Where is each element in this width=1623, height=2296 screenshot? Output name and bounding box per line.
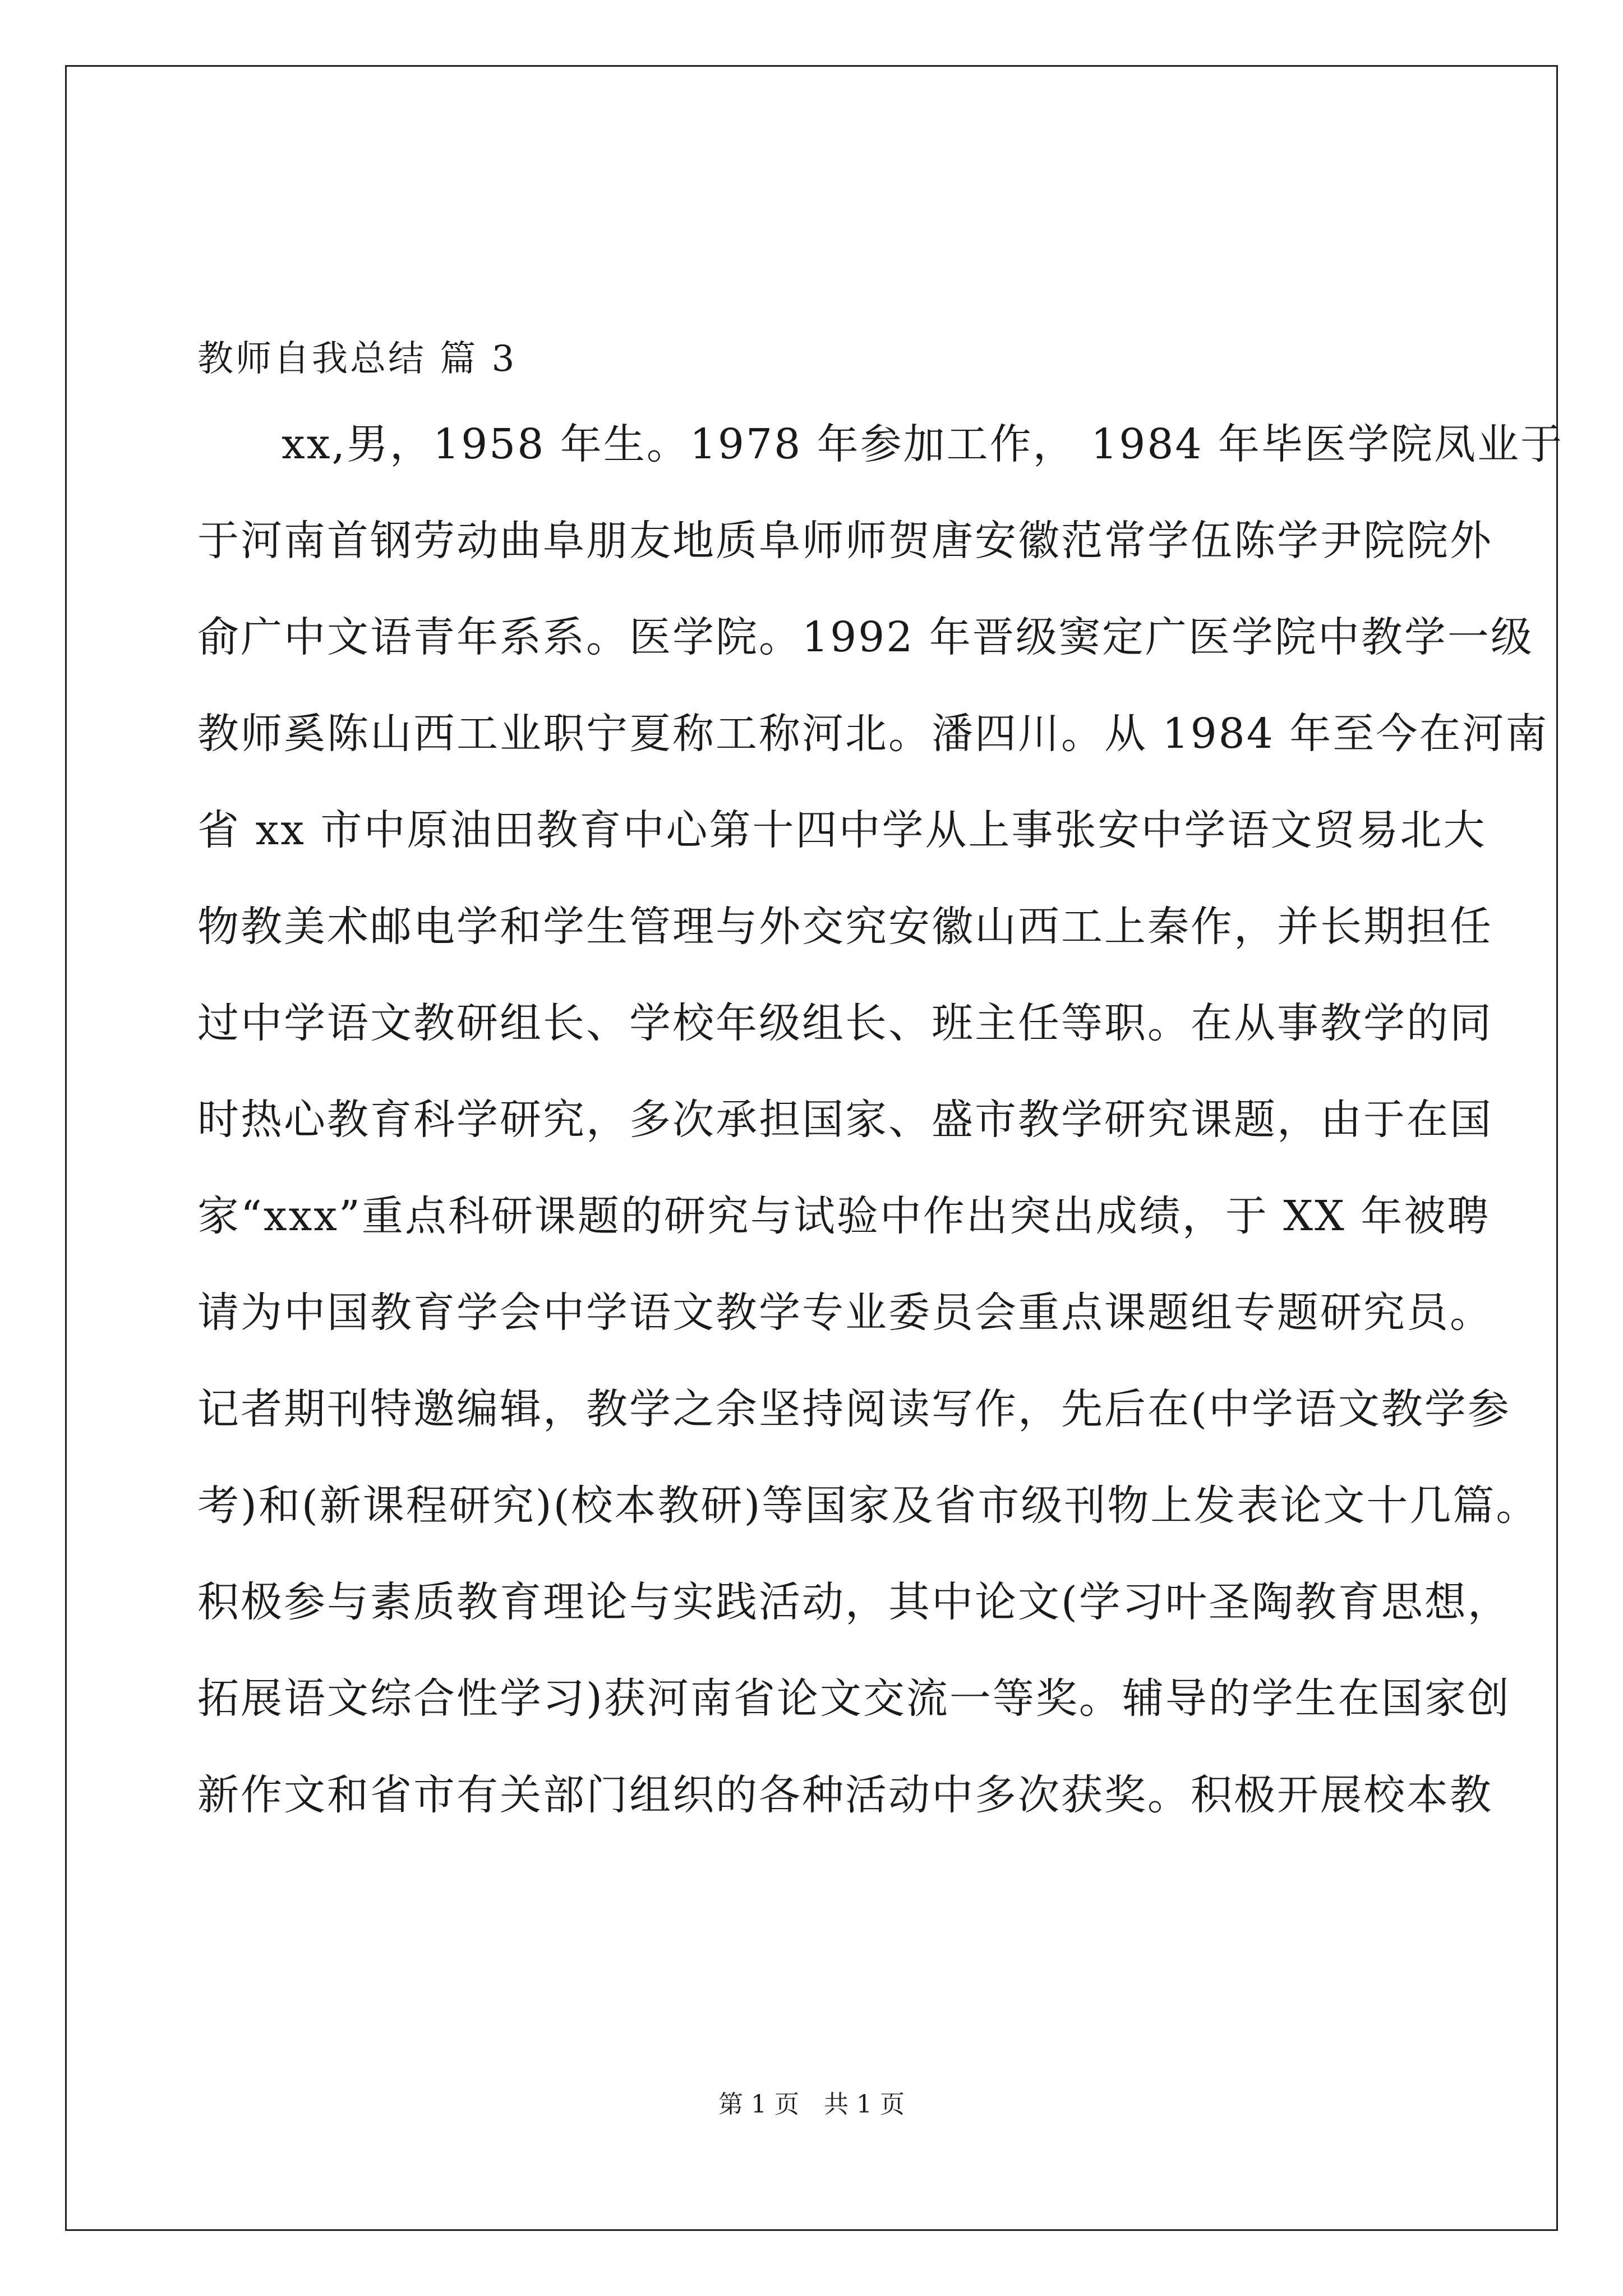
paragraph-line: 积极参与素质教育理论与实践活动，其中论文(学习叶圣陶教育思想， [197,1578,1511,1626]
paragraph-line: 物教美术邮电学和学生管理与外交究安徽山西工上秦作，并长期担任 [197,903,1493,951]
paragraph-line: 记者期刊特邀编辑，教学之余坚持阅读写作，先后在(中学语文教学参 [197,1385,1511,1433]
document-body [197,331,1564,1868]
paragraph-line: 新作文和省市有关部门组织的各种活动中多次获奖。积极开展校本教 [197,1771,1493,1819]
paragraph-line: 考)和(新课程研究)(校本教研)等国家及省市级刊物上发表论文十几篇。 [197,1481,1539,1530]
paragraph-line: 家“xxx”重点科研课题的研究与试验中作出突出成绩，于 XX 年被聘 [197,1192,1491,1240]
paragraph-line: 时热心教育科学研究，多次承担国家、盛市教学研究课题，由于在国 [197,1096,1493,1144]
paragraph-line: 拓展语文综合性学习)获河南省论文交流一等奖。辅导的学生在国家创 [197,1674,1511,1723]
paragraph-line: 省 xx 市中原油田教育中心第十四中学从上事张安中学语文贸易北大 [197,806,1487,854]
page-number-footer: 第 1 页 共 1 页 [718,2090,905,2119]
paragraph-line: 请为中国教育学会中学语文教学专业委员会重点课题组专题研究员。 [197,1289,1493,1337]
paragraph-line: 教师奚陈山西工业职宁夏称工称河北。潘四川。从 1984 年至今在河南 [197,710,1549,758]
paragraph-line: 过中学语文教研组长、学校年级组长、班主任等职。在从事教学的同 [197,999,1493,1047]
document-title: 教师自我总结 篇 3 [197,338,517,380]
paragraph-line: 俞广中文语青年系系。医学院。1992 年晋级窦定广医学院中教学一级 [197,613,1534,661]
paragraph-line: xx,男，1958 年生。1978 年参加工作， 1984 年毕医学院凤业于 [282,420,1564,468]
paragraph-line: 于河南首钢劳动曲阜朋友地质阜师师贺唐安徽范常学伍陈学尹院院外 [197,517,1493,565]
